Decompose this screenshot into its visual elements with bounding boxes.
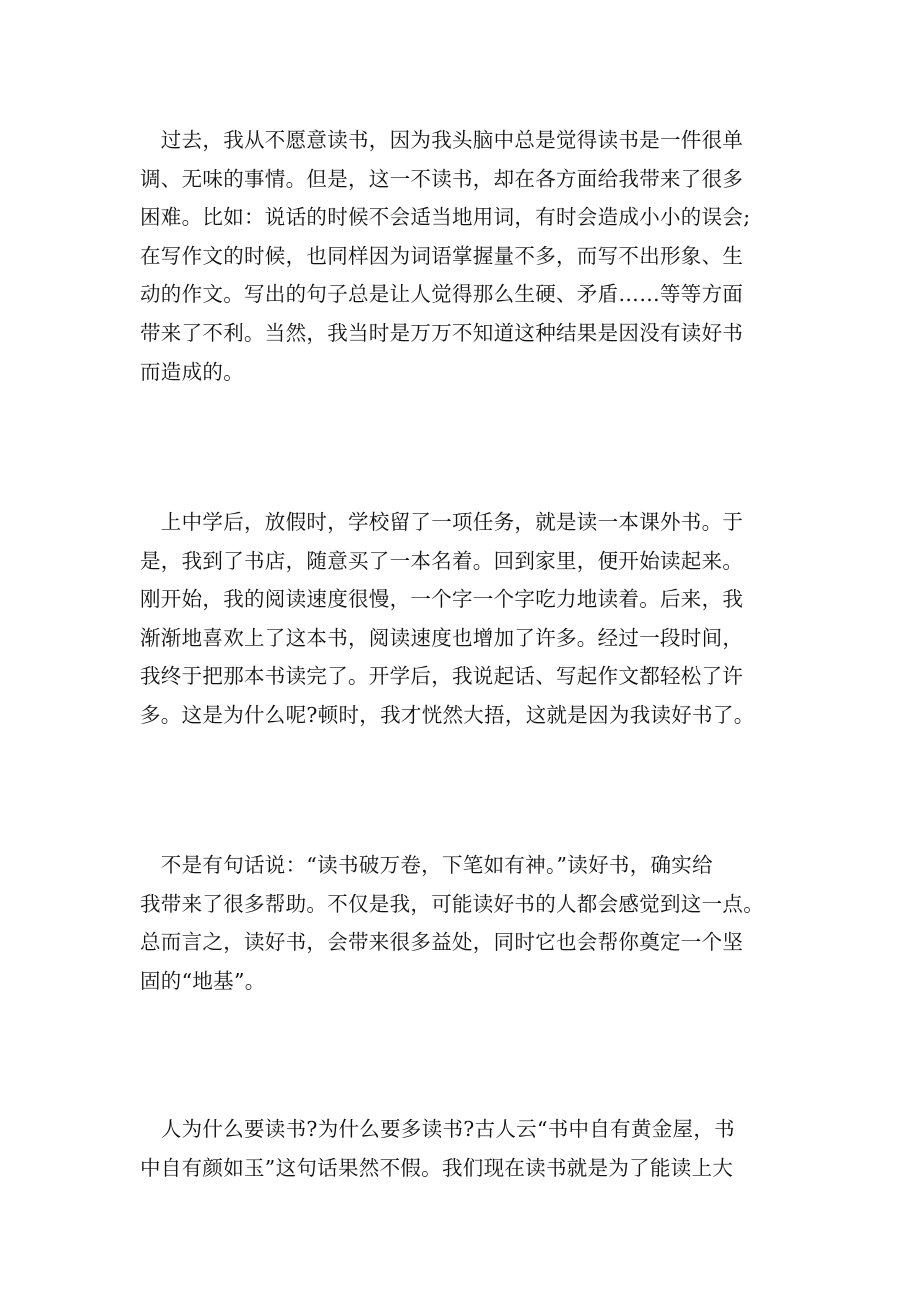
- text-line: 总而言之，读好书，会带来很多益处，同时它也会帮你奠定一个坚: [140, 930, 744, 955]
- text-line: 固的“地基”。: [140, 968, 266, 993]
- text-line: 刚开始，我的阅读速度很慢，一个字一个字吃力地读着。后来，我: [140, 587, 744, 612]
- text-line: 中自有颜如玉”这句话果然不假。我们现在读书就是为了能读上大: [140, 1155, 734, 1180]
- paragraph-1: [140, 121, 780, 391]
- text-line: 人为什么要读书?为什么要多读书?古人云“书中自有黄金屋，书: [140, 1117, 735, 1141]
- text-line: 过去，我从不愿意读书，因为我头脑中总是觉得读书是一件很单: [140, 128, 744, 152]
- text-line: 调、无味的事情。但是，这一不读书，却在各方面给我带来了很多: [140, 166, 744, 191]
- text-line: 困难。比如：说话的时候不会适当地用词，有时会造成小小的误会;: [140, 205, 751, 230]
- text-line: 是，我到了书店，随意买了一本名着。回到家里，便开始读起来。: [140, 548, 744, 573]
- text-line: 我带来了很多帮助。不仅是我，可能读好书的人都会感觉到这一点。: [140, 891, 764, 916]
- text-line: 多。这是为什么呢?顿时，我才恍然大捂，这就是因为我读好书了。: [140, 702, 755, 727]
- paragraph-2: [140, 503, 780, 735]
- text-line: 带来了不利。当然，我当时是万万不知道这种结果是因没有读好书: [140, 320, 744, 345]
- paragraph-4: [140, 1110, 780, 1187]
- text-line: 渐渐地喜欢上了这本书，阅读速度也增加了许多。经过一段时间，: [140, 625, 744, 650]
- text-line: 而造成的。: [140, 359, 244, 384]
- text-line: 在写作文的时候，也同样因为词语掌握量不多，而写不出形象、生: [140, 243, 744, 268]
- text-line: 不是有句话说：“读书破万卷，下笔如有神。”读好书，确实给: [140, 853, 713, 877]
- text-line: 我终于把那本书读完了。开学后，我说起话、写起作文都轻松了许: [140, 664, 744, 689]
- text-line: 上中学后，放假时，学校留了一项任务，就是读一本课外书。于: [140, 510, 744, 534]
- paragraph-3: [140, 846, 780, 1000]
- text-line: 动的作文。写出的句子总是让人觉得那么生硬、矛盾……等等方面: [140, 282, 744, 307]
